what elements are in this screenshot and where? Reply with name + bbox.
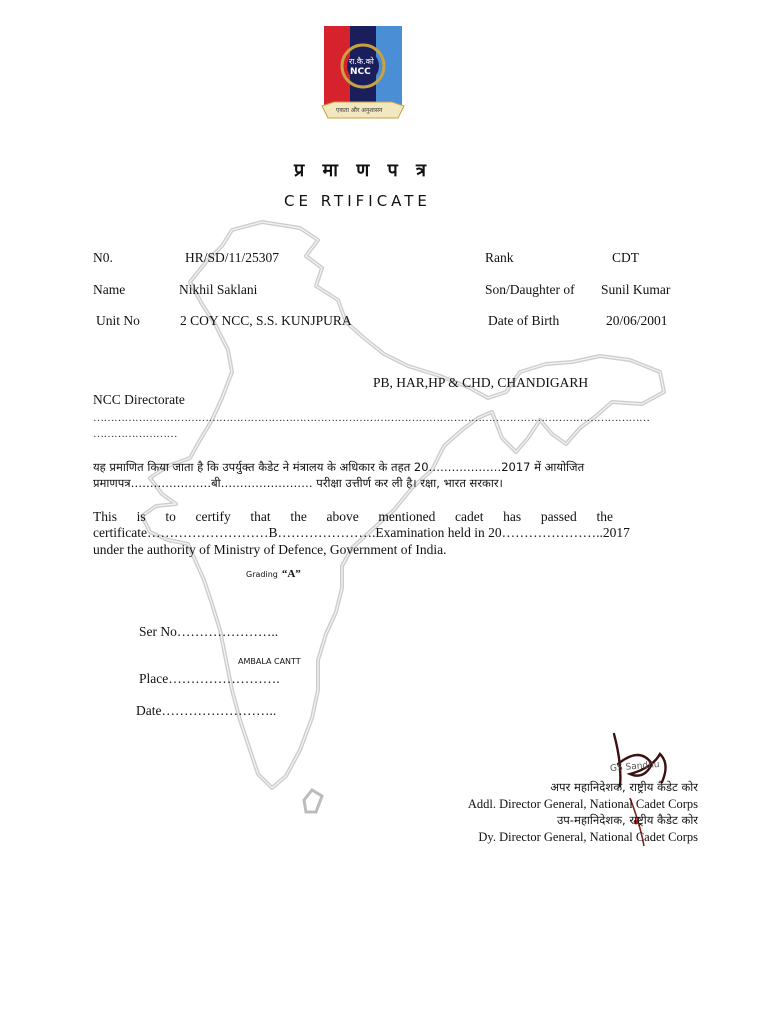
word: that [250, 509, 271, 524]
place: Place……………………. [139, 671, 280, 686]
english-para-line-3: under the authority of Ministry of Defence, Government of India. [93, 542, 447, 557]
word: mentioned [378, 509, 436, 524]
word: passed [540, 509, 577, 524]
ser-no: Ser No………………….. [139, 624, 279, 639]
unit-label: Unit No [96, 313, 140, 328]
rank-value: CDT [612, 250, 639, 265]
unit-value: 2 COY NCC, S.S. KUNJPURA [180, 313, 352, 328]
title-hindi: प्र मा ण प त्र [294, 160, 432, 181]
grading-value: “A” [281, 568, 301, 580]
word: to [165, 509, 176, 524]
word: is [136, 509, 146, 524]
emblem-motto: एकता और अनुशासन [336, 107, 383, 114]
word: certify [195, 509, 231, 524]
hindi-para-line-1: यह प्रमाणित किया जाता है कि उपर्युक्त कैडेट ने मंत्रालय के अधिकार के तहत 20……………….2017 में आयोजित [93, 460, 585, 474]
title-english: CE RTIFICATE [284, 192, 431, 210]
english-para-line-1 [93, 509, 613, 525]
date: Date…………………….. [136, 703, 277, 718]
parent-value: Sunil Kumar [601, 282, 671, 297]
hindi-para-line-2: प्रमाणपत्र…………………बी…………………… परीक्षा उत्तीर्ण कर ली है। रक्षा, भारत सरकार। [93, 476, 503, 490]
place-stamp: AMBALA CANTT [238, 657, 301, 666]
signatory-hindi-1: अपर महानिदेशक, राष्ट्रीय कैडेट कोर [550, 780, 698, 794]
signatory-english-1: Addl. Director General, National Cadet Corps [467, 797, 698, 811]
emblem-hindi-text: रा.कै.को [349, 57, 374, 66]
parent-label: Son/Daughter of [485, 282, 575, 297]
signatory-hindi-2: उप-महानिदेशक, राष्ट्रीय कैडेट कोर [556, 813, 698, 827]
directorate-value: PB, HAR,HP & CHD, CHANDIGARH [373, 375, 589, 390]
dob-value: 20/06/2001 [606, 313, 668, 328]
word: the [290, 509, 307, 524]
emblem-ncc-text: NCC [350, 67, 371, 77]
dotted-line-short: …………………… [93, 428, 177, 440]
word: cadet [455, 509, 484, 524]
word: above [326, 509, 359, 524]
english-para-line-2: certificate………………………B………………….Examination held in 20…………………..2017 [93, 525, 630, 540]
word: has [503, 509, 522, 524]
signature-stamp: GS Sandhu [609, 759, 660, 775]
name-value: Nikhil Saklani [179, 282, 258, 297]
directorate-label: NCC Directorate [93, 392, 185, 407]
word: This [93, 509, 118, 524]
no-label: N0. [93, 250, 113, 265]
word: the [596, 509, 613, 524]
signatory-english-2: Dy. Director General, National Cadet Corps [478, 830, 698, 844]
grading [246, 564, 301, 582]
name-label: Name [93, 282, 126, 297]
dob-label: Date of Birth [488, 313, 560, 328]
rank-label: Rank [485, 250, 514, 265]
grading-label: Grading [246, 570, 278, 579]
dotted-line: …………………………………………………………………………………………………………………………………………… [93, 412, 650, 424]
no-value: HR/SD/11/25307 [185, 250, 280, 265]
